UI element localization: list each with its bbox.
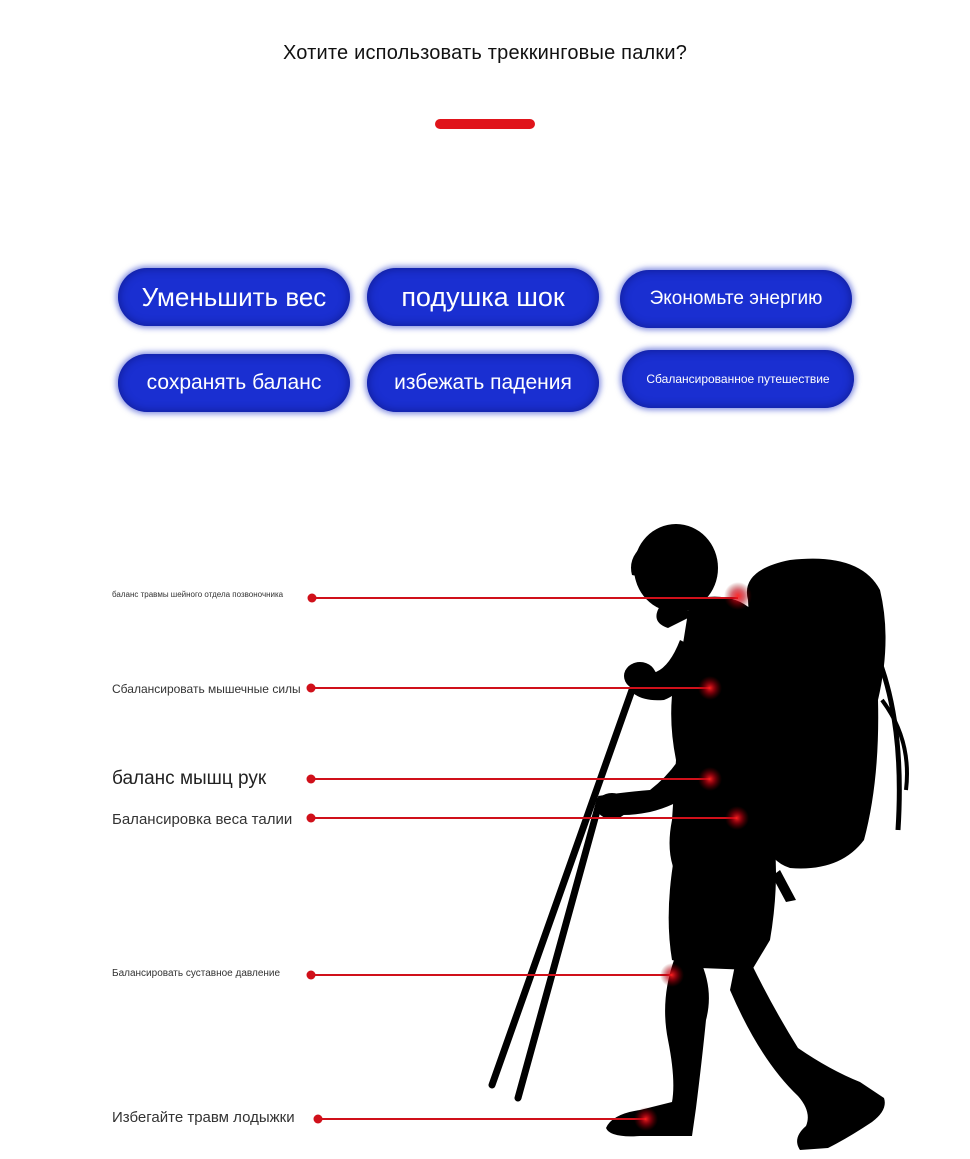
callout-label-neck: баланс травмы шейного отдела позвоночника	[112, 590, 284, 599]
benefit-label: Уменьшить вес	[141, 281, 327, 312]
benefit-label: подушка шок	[401, 281, 565, 312]
page-title: Хотите использовать треккинговые палки?	[282, 42, 688, 64]
benefit-label: избежать падения	[394, 371, 572, 394]
arm-point-icon	[698, 767, 722, 791]
benefit-label: Сбалансированное путешествие	[646, 372, 830, 386]
callout-label-waist: Балансировка веса талии	[112, 811, 293, 828]
benefit-label: Экономьте энергию	[649, 288, 823, 309]
neck-point-icon	[724, 582, 752, 610]
callout-dot	[307, 684, 316, 693]
callout-label-arm: баланс мышц рук	[112, 768, 267, 789]
callout-label-joint: Балансировать суставное давление	[112, 968, 281, 979]
callout-dot	[307, 814, 316, 823]
callout-label-muscle: Сбалансировать мышечные силы	[112, 682, 301, 696]
callout-dot	[314, 1115, 323, 1124]
benefit-label: сохранять баланс	[146, 371, 322, 394]
knee-point-icon	[660, 963, 684, 987]
callout-dot	[308, 594, 317, 603]
shoulder-point-icon	[698, 676, 722, 700]
callout-dot	[307, 971, 316, 980]
waist-point-icon	[725, 806, 749, 830]
callout-dot	[307, 775, 316, 784]
ankle-point-icon	[634, 1107, 658, 1131]
trekking-poles-icon	[492, 690, 632, 1098]
callout-label-ankle: Избегайте травм лодыжки	[112, 1109, 295, 1126]
